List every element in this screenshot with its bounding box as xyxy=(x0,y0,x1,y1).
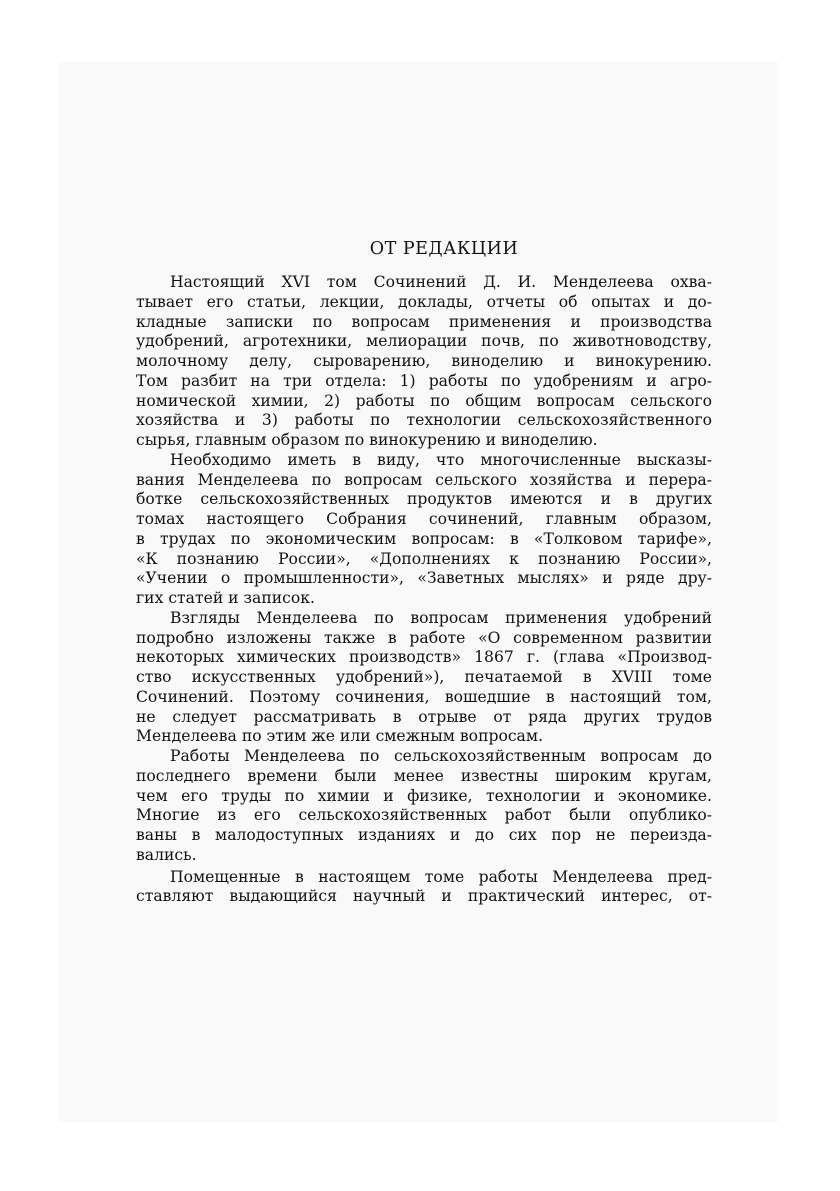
text-line: подробно изложены также в работе «О современном развитии xyxy=(136,628,712,647)
text-line: тывает его статьи, лекции, доклады, отчеты об опытах и до- xyxy=(136,292,712,311)
text-line: гих статей и записок. xyxy=(136,589,315,607)
paragraph-1 xyxy=(136,273,712,451)
text-line: ваны в малодоступных изданиях и до сих пор не переизда- xyxy=(136,826,712,844)
paragraph-5 xyxy=(136,868,712,908)
text-line: чем его труды по химии и физике, технологии и экономике. xyxy=(136,786,712,805)
text-line: ботке сельскохозяйственных продуктов имеются и в других xyxy=(136,490,712,509)
text-line: не следует рассматривать в отрыве от ряда других трудов xyxy=(136,707,712,726)
text-line: в трудах по экономическим вопросам: в «Толковом тарифе», xyxy=(136,529,712,548)
text-line: Менделеева по этим же или смежным вопросам. xyxy=(136,727,543,746)
text-line: Необходимо иметь в виду, что многочисленные высказы- xyxy=(170,450,712,469)
text-line: последнего времени были менее известны широким кругам, xyxy=(136,766,712,785)
text-line: вались. xyxy=(136,845,197,864)
text-line: сырья, главным образом по винокурению и виноделию. xyxy=(136,431,598,449)
text-line: некоторых химических производств» 1867 г. (глава «Производ- xyxy=(136,648,712,667)
text-line: Настоящий XVI том Сочинений Д. И. Менделеева охва- xyxy=(170,273,712,291)
text-line: Многие из его сельскохозяйственных работ были опублико- xyxy=(136,806,712,825)
text-line: молочному делу, сыроварению, виноделию и винокурению. xyxy=(136,352,712,370)
text-line: ство искусственных удобрений»), печатаемой в XVIII томе xyxy=(136,668,712,686)
text-line: кладные записки по вопросам применения и производства xyxy=(136,312,712,331)
text-line: Взгляды Менделеева по вопросам применения удобрений xyxy=(170,608,712,627)
text-line: «К познанию России», «Дополнениях к познанию России», xyxy=(136,549,712,568)
page-title: ОТ РЕДАКЦИИ xyxy=(369,239,519,259)
paragraph-3 xyxy=(136,609,712,747)
text-line: «Учении о промышленности», «Заветных мыслях» и ряде дру- xyxy=(136,569,712,588)
text-line: Работы Менделеева по сельскохозяйственным вопросам до xyxy=(170,747,712,765)
text-line: ставляют выдающийся научный и практический интерес, от- xyxy=(136,887,712,906)
text-line: вания Менделеева по вопросам сельского хозяйства и перера- xyxy=(136,470,712,489)
paragraph-2 xyxy=(136,451,712,609)
text-line: номической химии, 2) работы по общим вопросам сельского xyxy=(136,391,712,410)
paragraph-4 xyxy=(136,747,712,866)
text-line: томах настоящего Собрания сочинений, главным образом, xyxy=(136,510,712,528)
document-body xyxy=(136,238,712,907)
text-line: удобрений, агротехники, мелиорации почв, по животноводству, xyxy=(136,332,712,351)
text-line: Сочинений. Поэтому сочинения, вошедшие в настоящий том, xyxy=(136,687,712,706)
text-line: Том разбит на три отдела: 1) работы по удобрениям и агро- xyxy=(136,371,712,390)
text-line: хозяйства и 3) работы по технологии сельскохозяйственного xyxy=(136,411,712,430)
text-line: Помещенные в настоящем томе работы Менделеева пред- xyxy=(170,867,712,886)
